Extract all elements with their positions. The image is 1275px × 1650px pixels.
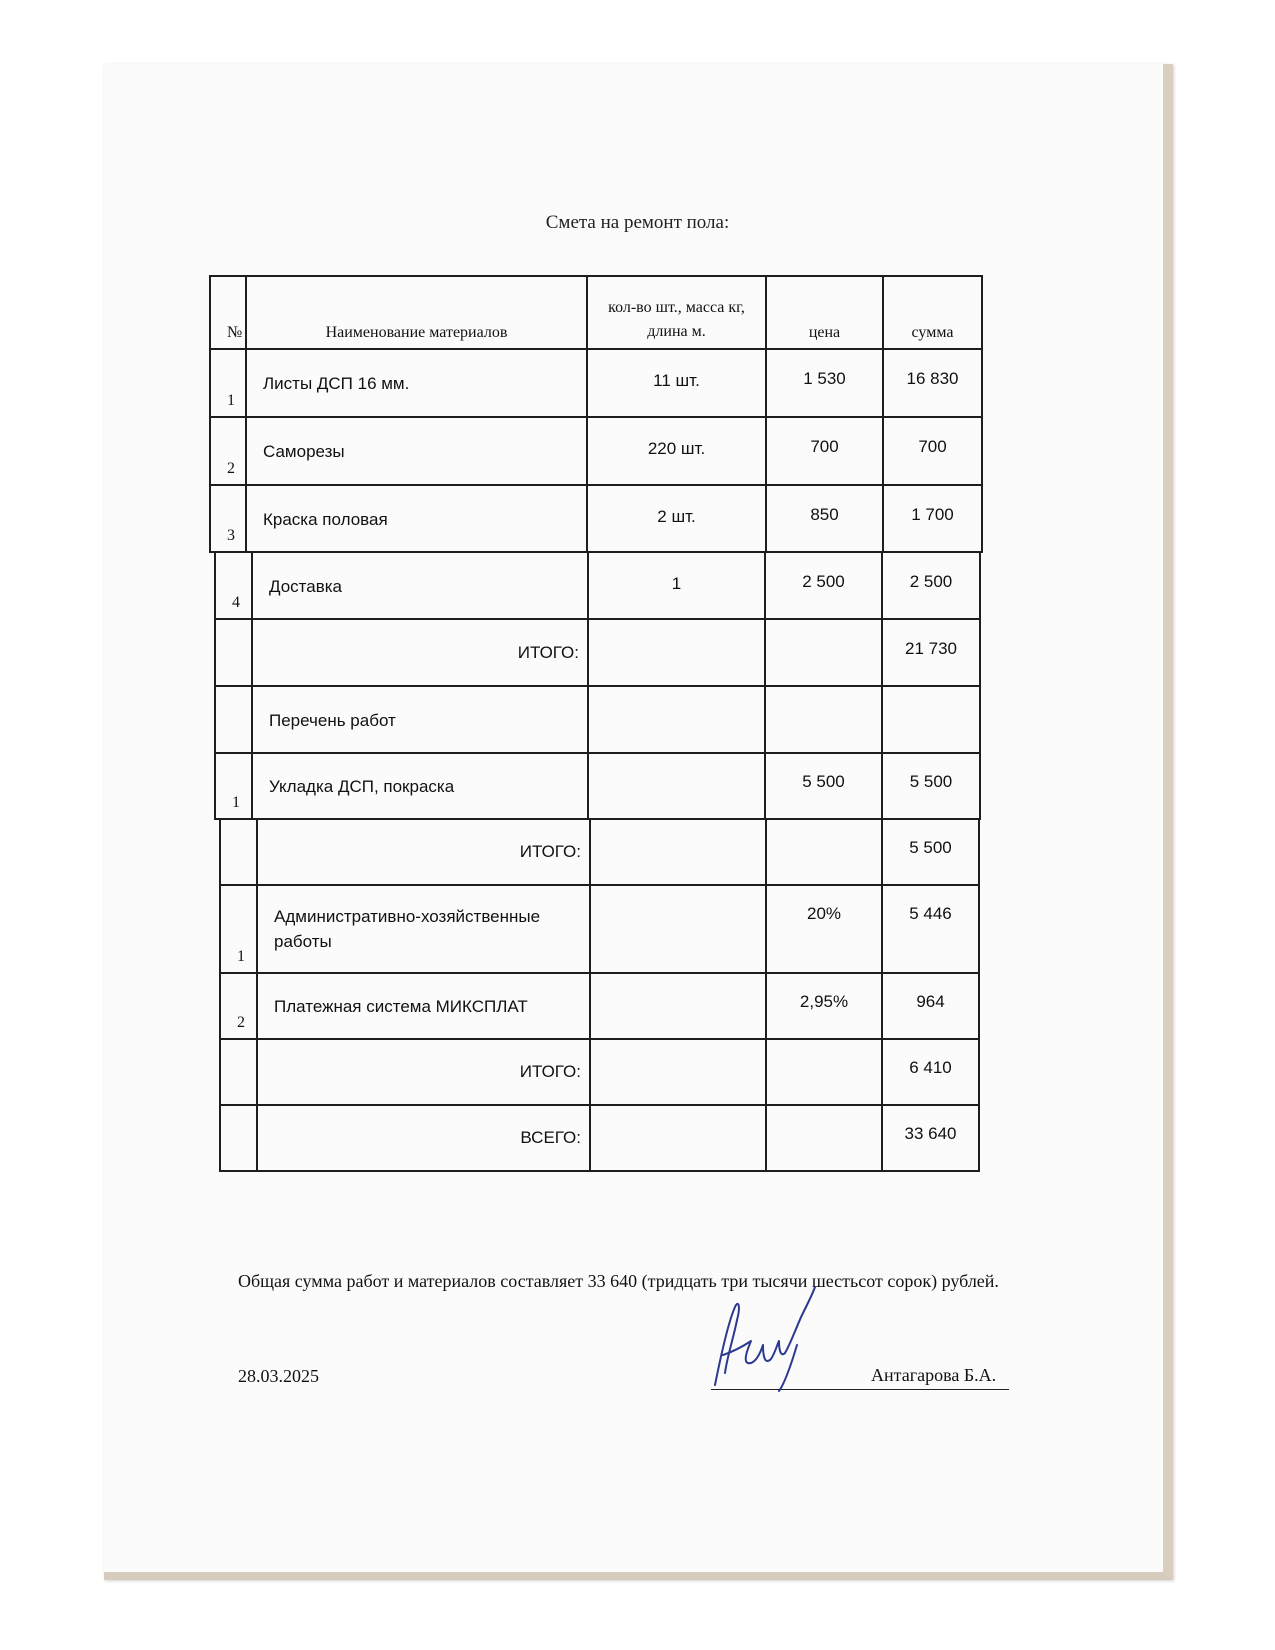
row-sum-cell xyxy=(881,972,980,1040)
row-no-cell xyxy=(214,685,253,754)
row-price-cell xyxy=(765,818,883,886)
row-name-cell xyxy=(245,484,588,553)
row-name-cell xyxy=(256,972,591,1040)
row-total-label: ИТОГО: xyxy=(519,842,581,861)
row-price: 850 xyxy=(810,504,839,524)
row-name: Перечень работ xyxy=(269,710,396,730)
row-qty-cell xyxy=(589,818,767,886)
row-sum: 21 730 xyxy=(905,638,957,658)
row-price: 2,95% xyxy=(799,992,849,1011)
row-qty-cell xyxy=(589,972,767,1040)
row-name-cell xyxy=(256,818,591,886)
header-price: цена xyxy=(808,324,841,341)
header-sum: сумма xyxy=(911,324,954,341)
row-name: Административно-хозяйственные работы xyxy=(274,907,541,951)
row-sum-cell xyxy=(881,618,981,687)
row-sum: 700 xyxy=(918,437,947,456)
row-sum: 5 500 xyxy=(909,838,952,857)
row-price-cell xyxy=(765,884,883,974)
row-no-cell xyxy=(209,484,247,553)
row-sum-cell xyxy=(881,884,980,974)
row-qty-cell xyxy=(586,484,767,553)
row-sum: 5 446 xyxy=(909,904,952,923)
row-price: 700 xyxy=(810,437,839,456)
row-price: 2 500 xyxy=(802,571,845,591)
row-no-cell xyxy=(219,972,258,1040)
row-name-cell xyxy=(256,884,591,974)
row-no: 1 xyxy=(232,794,240,811)
row-name-cell xyxy=(245,348,588,418)
row-qty-cell xyxy=(589,1104,767,1172)
row-no-cell xyxy=(219,884,258,974)
row-sum-cell xyxy=(881,818,980,886)
row-qty-cell xyxy=(589,1038,767,1106)
row-name: Платежная система МИКСПЛАТ xyxy=(274,997,528,1016)
row-name-cell xyxy=(256,1104,591,1172)
row-qty-cell xyxy=(589,884,767,974)
row-qty: 1 xyxy=(671,573,682,593)
row-sum: 16 830 xyxy=(906,369,959,388)
row-no: 2 xyxy=(227,460,235,477)
row-price-cell xyxy=(765,1038,883,1106)
row-name-cell xyxy=(251,752,589,820)
row-sum: 5 500 xyxy=(909,772,953,791)
row-no: 1 xyxy=(237,948,245,965)
row-no-cell xyxy=(214,551,253,620)
row-name-cell xyxy=(251,551,589,620)
row-price-cell xyxy=(764,551,883,620)
row-sum-cell xyxy=(882,348,983,418)
row-total-label: ИТОГО: xyxy=(517,642,579,662)
row-sum-cell xyxy=(881,1038,980,1106)
row-price-cell xyxy=(765,484,884,553)
row-sum-cell xyxy=(881,1104,980,1172)
row-price-cell xyxy=(765,348,884,418)
row-price-cell xyxy=(765,972,883,1040)
row-qty-cell xyxy=(586,416,767,486)
row-no: 2 xyxy=(237,1014,245,1031)
row-qty-cell xyxy=(587,752,766,820)
row-price: 1 530 xyxy=(803,369,846,388)
row-price-cell xyxy=(764,685,883,754)
row-no-cell xyxy=(214,618,253,687)
row-qty: 2 шт. xyxy=(657,506,696,526)
row-no: 3 xyxy=(227,527,235,544)
row-sum: 964 xyxy=(916,992,945,1011)
header-qty: кол-во шт., масса кг, длина м. xyxy=(608,299,745,340)
row-sum: 2 500 xyxy=(909,571,953,591)
row-name-cell xyxy=(256,1038,591,1106)
row-sum-cell xyxy=(881,752,981,820)
row-price-cell xyxy=(764,618,883,687)
header-qty-cell xyxy=(586,275,767,350)
row-no-cell xyxy=(209,348,247,418)
row-name: Листы ДСП 16 мм. xyxy=(263,374,410,393)
row-no-cell xyxy=(214,752,253,820)
row-name-cell xyxy=(251,685,589,754)
row-sum-cell xyxy=(881,685,981,754)
handwritten-signature xyxy=(705,1285,845,1395)
row-name-cell xyxy=(251,618,589,687)
row-price-cell xyxy=(765,416,884,486)
row-total-label: ВСЕГО: xyxy=(520,1128,581,1147)
row-no-cell xyxy=(219,1104,258,1172)
row-no-cell xyxy=(219,818,258,886)
row-no-cell xyxy=(219,1038,258,1106)
row-qty-cell xyxy=(587,551,766,620)
row-name: Краска половая xyxy=(263,509,388,529)
row-no: 4 xyxy=(232,594,240,611)
document-date: 28.03.2025 xyxy=(238,1366,319,1386)
row-qty-cell xyxy=(587,618,766,687)
row-qty-cell xyxy=(586,348,767,418)
header-name: Наименование материалов xyxy=(325,324,508,341)
row-price: 5 500 xyxy=(802,772,845,791)
row-no: 1 xyxy=(227,392,235,409)
row-price-cell xyxy=(765,1104,883,1172)
row-name: Саморезы xyxy=(263,442,345,461)
row-name: Доставка xyxy=(269,576,343,596)
row-no-cell xyxy=(209,416,247,486)
row-name-cell xyxy=(245,416,588,486)
row-qty: 11 шт. xyxy=(653,371,700,390)
row-sum-cell xyxy=(882,484,983,553)
row-qty: 220 шт. xyxy=(647,439,706,458)
signer-name: Антагарова Б.А. xyxy=(871,1365,997,1385)
row-sum-cell xyxy=(882,416,983,486)
row-name: Укладка ДСП, покраска xyxy=(269,777,455,796)
header-name-cell xyxy=(245,275,588,350)
total-sum-text: Общая сумма работ и материалов составляет 33 640 (тридцать три тысячи шестьсот сорок) рублей. xyxy=(238,1271,999,1291)
header-price-cell xyxy=(765,275,884,350)
row-sum: 1 700 xyxy=(911,504,954,524)
row-sum-cell xyxy=(881,551,981,620)
header-no-cell xyxy=(209,275,247,350)
row-qty-cell xyxy=(587,685,766,754)
row-sum: 33 640 xyxy=(904,1124,957,1143)
row-total-label: ИТОГО: xyxy=(519,1062,581,1081)
row-price: 20% xyxy=(806,904,842,923)
row-sum: 6 410 xyxy=(909,1058,952,1077)
header-sum-cell xyxy=(882,275,983,350)
header-no: № xyxy=(227,324,243,341)
document-title: Смета на ремонт пола: xyxy=(545,212,730,233)
row-price-cell xyxy=(764,752,883,820)
